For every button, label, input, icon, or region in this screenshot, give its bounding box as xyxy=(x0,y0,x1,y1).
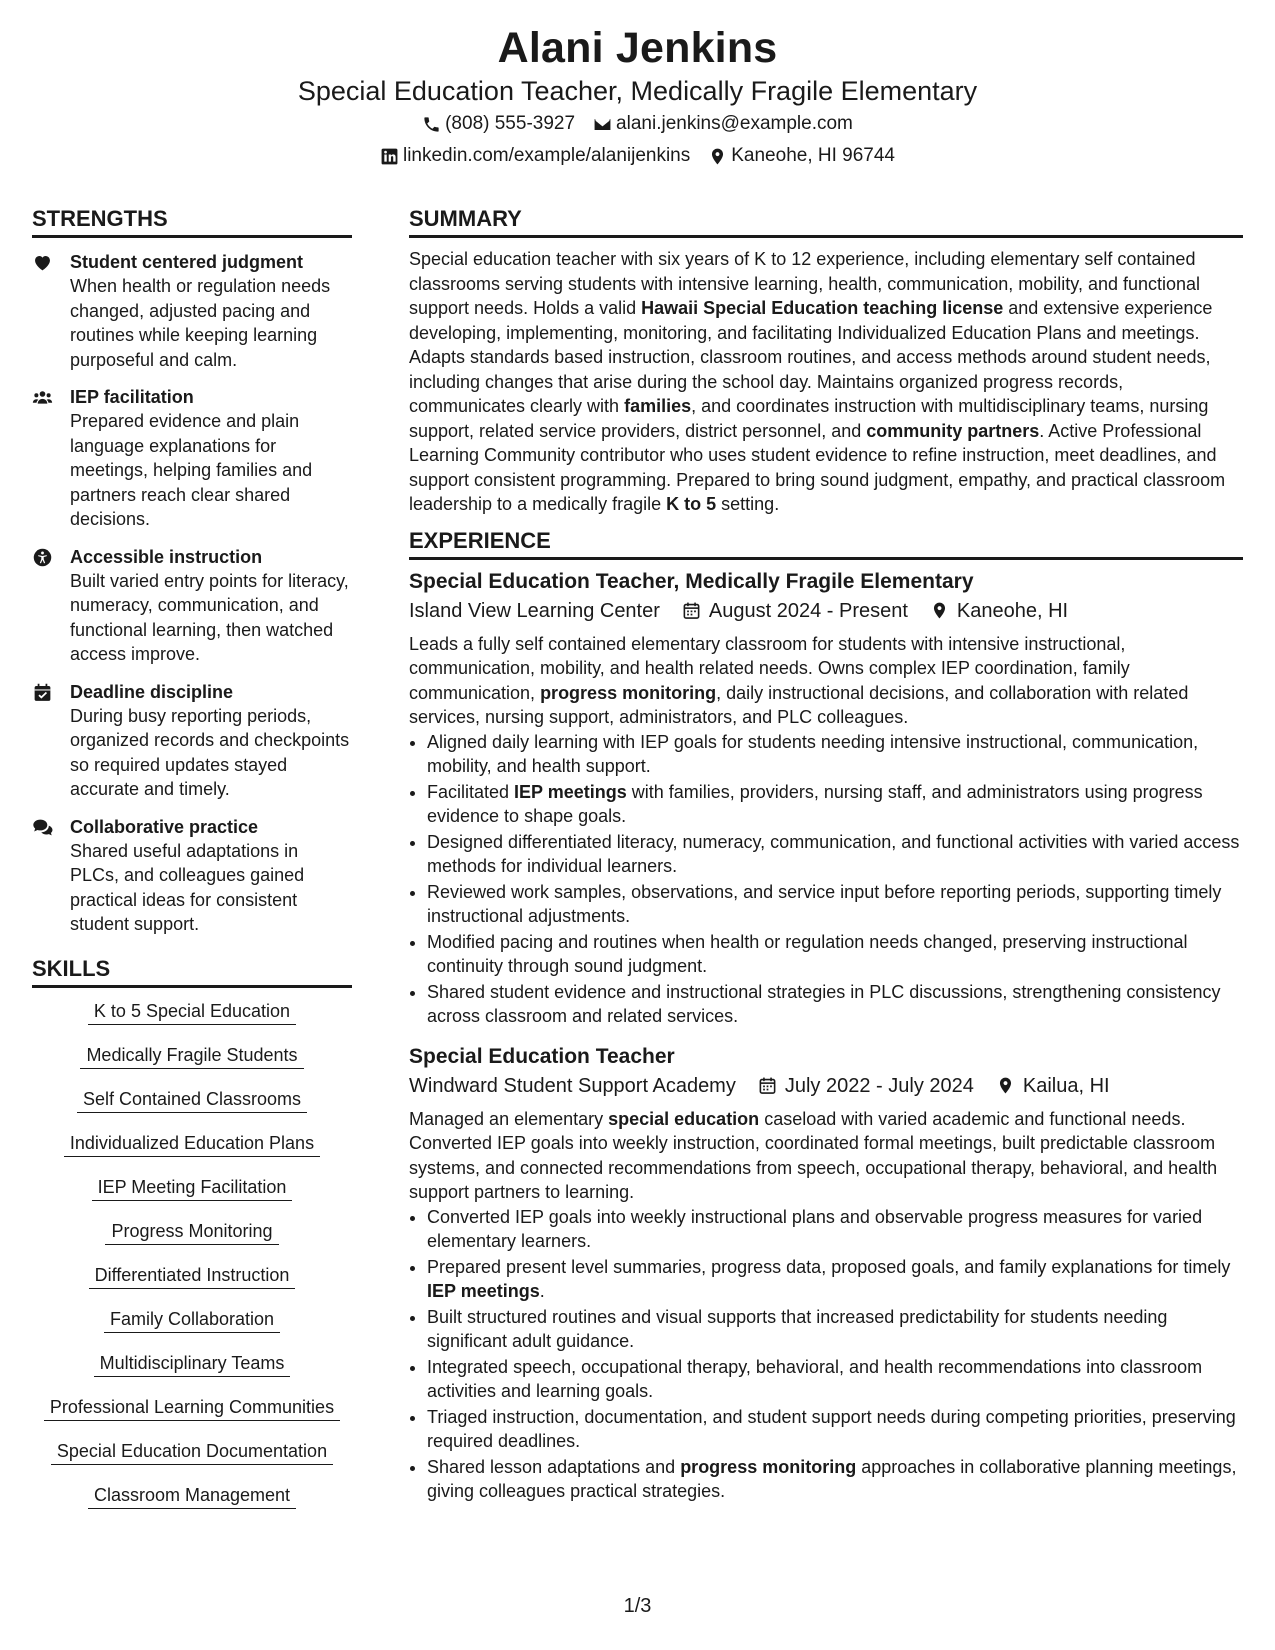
skill-item xyxy=(32,1176,352,1201)
strength-title: Student centered judgment xyxy=(70,252,304,272)
accessibility-icon xyxy=(32,547,53,568)
bullet-emphasis: progress monitoring xyxy=(680,1456,857,1477)
bullet-text: Prepared present level summaries, progress data, proposed goals, and family explanations for timely xyxy=(427,1256,1231,1277)
skill-label: Differentiated Instruction xyxy=(89,1264,296,1289)
summary-part: setting. xyxy=(716,494,780,514)
job-title: Special Education Teacher, Medically Fragile Elementary xyxy=(409,569,974,593)
strength-item xyxy=(32,815,352,937)
skill-label: Medically Fragile Students xyxy=(80,1044,303,1069)
summary-heading: SUMMARY xyxy=(409,205,1243,238)
bullet-text: Aligned daily learning with IEP goals for students needing intensive instructional, communication, mobility, and health support. xyxy=(427,731,1199,776)
strength-title: IEP facilitation xyxy=(70,387,194,407)
calendar-check-icon xyxy=(32,682,53,703)
skill-label: Family Collaboration xyxy=(104,1308,280,1333)
skill-label: IEP Meeting Facilitation xyxy=(92,1176,293,1201)
envelope-icon xyxy=(593,115,612,134)
bullet-text: Triaged instruction, documentation, and student support needs during competing priorities, preserving required deadlines. xyxy=(427,1406,1236,1451)
summary-emphasis: Hawaii Special Education teaching license xyxy=(641,298,1004,318)
bullet-item xyxy=(427,1305,1243,1354)
strength-title: Collaborative practice xyxy=(70,816,259,837)
job-entry xyxy=(409,1043,1243,1504)
email-text: alani.jenkins@example.com xyxy=(616,113,853,134)
summary-emphasis: families xyxy=(624,396,692,416)
bullet-emphasis: IEP meetings xyxy=(427,1281,540,1301)
left-column xyxy=(32,205,352,1528)
job-title: Special Education Teacher xyxy=(409,1044,675,1068)
job-dates: July 2022 - July 2024 xyxy=(784,1074,974,1097)
bullet-item xyxy=(427,780,1243,829)
job-meta xyxy=(409,1071,1243,1101)
summary-part: and extensive experience developing, implementing, monitoring, and facilitating Individualized Education Plans and meetings. Adapts standards based instruction, classroom routines, and access methods around student needs, including changes that arise during the school day. Maintains organized progress records, communicates clearly with xyxy=(409,298,1213,416)
location-text: Kaneohe, HI 96744 xyxy=(731,145,895,166)
skill-item xyxy=(32,1484,352,1509)
contact-row-1 xyxy=(0,108,1275,140)
map-pin-icon xyxy=(708,147,727,166)
skill-label: K to 5 Special Education xyxy=(88,1000,296,1025)
map-pin-icon xyxy=(996,1076,1015,1095)
bullet-item xyxy=(427,980,1243,1029)
strength-item xyxy=(32,680,352,802)
experience-heading: EXPERIENCE xyxy=(409,527,1243,560)
bullet-item xyxy=(427,1205,1243,1254)
comments-icon xyxy=(32,817,53,838)
summary-part: , and coordinates instruction with multidisciplinary teams, nursing support, related service providers, district personnel, and xyxy=(409,396,1209,441)
job-description xyxy=(409,1107,1243,1205)
bullet-text: Shared lesson adaptations and xyxy=(427,1456,681,1477)
skill-item xyxy=(32,1396,352,1421)
strengths-list xyxy=(32,250,352,937)
strength-desc: Built varied entry points for literacy, numeracy, communication, and functional learning, then watched access improve. xyxy=(70,570,349,664)
skill-item xyxy=(32,1352,352,1377)
bullet-text: Converted IEP goals into weekly instructional plans and observable progress measures for varied elementary learners. xyxy=(427,1206,1203,1251)
bullet-item xyxy=(427,1255,1243,1304)
summary-emphasis: K to 5 xyxy=(666,494,717,514)
location-contact xyxy=(708,140,895,172)
bullet-text: Designed differentiated literacy, numeracy, communication, and functional activities with varied access methods for individual learners. xyxy=(427,831,1240,876)
phone-icon xyxy=(422,115,441,134)
job-location: Kailua, HI xyxy=(1022,1074,1110,1097)
job-company: Windward Student Support Academy xyxy=(409,1074,736,1097)
phone-text: (808) 555-3927 xyxy=(445,113,576,134)
skills-list xyxy=(32,1000,352,1509)
desc-emphasis: special education xyxy=(608,1108,760,1129)
strength-desc: Shared useful adaptations in PLCs, and colleagues gained practical ideas for consistent student support. xyxy=(70,840,305,934)
bullet-text: Modified pacing and routines when health or regulation needs changed, preserving instructional continuity through sound judgment. xyxy=(427,931,1188,976)
skill-item xyxy=(32,1440,352,1465)
job-bullets xyxy=(409,730,1243,1029)
job-dates: August 2024 - Present xyxy=(708,599,908,622)
bullet-emphasis: IEP meetings xyxy=(514,781,627,802)
bullet-text: Integrated speech, occupational therapy, behavioral, and health recommendations into classroom activities and learning goals. xyxy=(427,1356,1203,1401)
skill-label: Classroom Management xyxy=(88,1484,296,1509)
job-description xyxy=(409,632,1243,730)
bullet-item xyxy=(427,1405,1243,1454)
desc-part: Leads a fully self contained elementary classroom for students with intensive instructional, communication, mobility, and health related needs. Owns complex IEP coordination, family communication, xyxy=(409,633,1130,703)
bullet-item xyxy=(427,830,1243,879)
skill-label: Self Contained Classrooms xyxy=(77,1088,307,1113)
users-icon xyxy=(32,387,53,408)
strengths-heading: STRENGTHS xyxy=(32,205,352,238)
skill-item xyxy=(32,1088,352,1113)
bullet-text: . xyxy=(539,1281,545,1301)
strength-title: Deadline discipline xyxy=(70,681,234,702)
phone-contact[interactable] xyxy=(422,108,575,140)
heart-icon xyxy=(32,252,53,273)
candidate-name: Alani Jenkins xyxy=(497,24,778,72)
skill-label: Professional Learning Communities xyxy=(44,1396,340,1421)
bullet-text: approaches in collaborative planning meetings, giving colleagues practical strategies. xyxy=(427,1456,1237,1501)
contact-row-2 xyxy=(0,140,1275,172)
skill-label: Special Education Documentation xyxy=(51,1440,333,1465)
skills-heading: SKILLS xyxy=(32,955,352,988)
job-entry xyxy=(409,568,1243,1029)
right-column xyxy=(409,205,1243,1528)
calendar-icon xyxy=(758,1076,777,1095)
bullet-item xyxy=(427,730,1243,779)
strength-desc: During busy reporting periods, organized records and checkpoints so required updates stayed accurate and timely. xyxy=(70,705,350,799)
calendar-icon xyxy=(682,601,701,620)
resume-header xyxy=(0,0,1275,172)
linkedin-icon xyxy=(380,147,399,166)
candidate-title: Special Education Teacher, Medically Fragile Elementary xyxy=(297,76,978,106)
bullet-text: with families, providers, nursing staff, and administrators using progress evidence to shape goals. xyxy=(427,781,1203,826)
skill-item xyxy=(32,1308,352,1333)
bullet-text: Reviewed work samples, observations, and service input before reporting periods, supporting timely instructional adjustments. xyxy=(427,881,1222,926)
summary-emphasis: community partners xyxy=(866,420,1040,441)
skill-item xyxy=(32,1264,352,1289)
strength-item xyxy=(32,385,352,532)
job-location: Kaneohe, HI xyxy=(956,599,1069,622)
desc-part: , daily instructional decisions, and collaboration with related services, nursing support, administrators, and PLC colleagues. xyxy=(409,682,1189,727)
skill-item xyxy=(32,1132,352,1157)
desc-part: caseload with varied academic and functional needs. Converted IEP goals into weekly instruction, coordinated formal meetings, built predictable classroom systems, and connected recommendations from speech, occupational therapy, behavioral, and health support partners to learning. xyxy=(409,1108,1218,1202)
skill-item xyxy=(32,1220,352,1245)
job-company: Island View Learning Center xyxy=(409,599,660,622)
strength-desc: When health or regulation needs changed, adjusted pacing and routines while keeping learning purposeful and calm. xyxy=(70,276,331,370)
desc-emphasis: progress monitoring xyxy=(540,682,717,703)
linkedin-contact[interactable] xyxy=(380,140,690,172)
bullet-item xyxy=(427,1355,1243,1404)
strength-title: Accessible instruction xyxy=(70,546,263,567)
bullet-text: Shared student evidence and instructional strategies in PLC discussions, strengthening consistency across classroom and related services. xyxy=(427,981,1221,1026)
strength-desc: Prepared evidence and plain language explanations for meetings, helping families and partners reach clear shared decisions. xyxy=(70,411,313,529)
skill-item xyxy=(32,1044,352,1069)
map-pin-icon xyxy=(930,601,949,620)
page-number: 1/3 xyxy=(623,1595,652,1617)
bullet-item xyxy=(427,930,1243,979)
bullet-text: Facilitated xyxy=(427,781,515,802)
job-bullets xyxy=(409,1205,1243,1504)
bullet-item xyxy=(427,880,1243,929)
skill-label: Multidisciplinary Teams xyxy=(94,1352,291,1377)
bullet-item xyxy=(427,1455,1243,1504)
email-contact[interactable] xyxy=(593,108,853,140)
linkedin-text: linkedin.com/example/alanijenkins xyxy=(402,145,691,166)
summary-part: Special education teacher with six years of K to 12 experience, including elementary self contained classrooms serving students with intensive learning, health, communication, mobility, and functional support needs. Holds a valid xyxy=(409,249,1201,318)
strength-item xyxy=(32,545,352,667)
skill-label: Individualized Education Plans xyxy=(64,1132,320,1157)
skill-label: Progress Monitoring xyxy=(105,1220,278,1245)
desc-part: Managed an elementary xyxy=(409,1108,609,1129)
summary-text xyxy=(409,247,1243,517)
skill-item xyxy=(32,1000,352,1025)
job-meta xyxy=(409,596,1243,626)
strength-item xyxy=(32,250,352,372)
resume-body xyxy=(32,205,1243,1528)
summary-part: . Active Professional Learning Community contributor who uses student evidence to refine instruction, meet deadlines, and support consistent programming. Prepared to bring sound judgment, empathy, and practical classroom leadership to a medically fragile xyxy=(409,420,1226,514)
bullet-text: Built structured routines and visual supports that increased predictability for students needing significant adult guidance. xyxy=(427,1306,1168,1351)
